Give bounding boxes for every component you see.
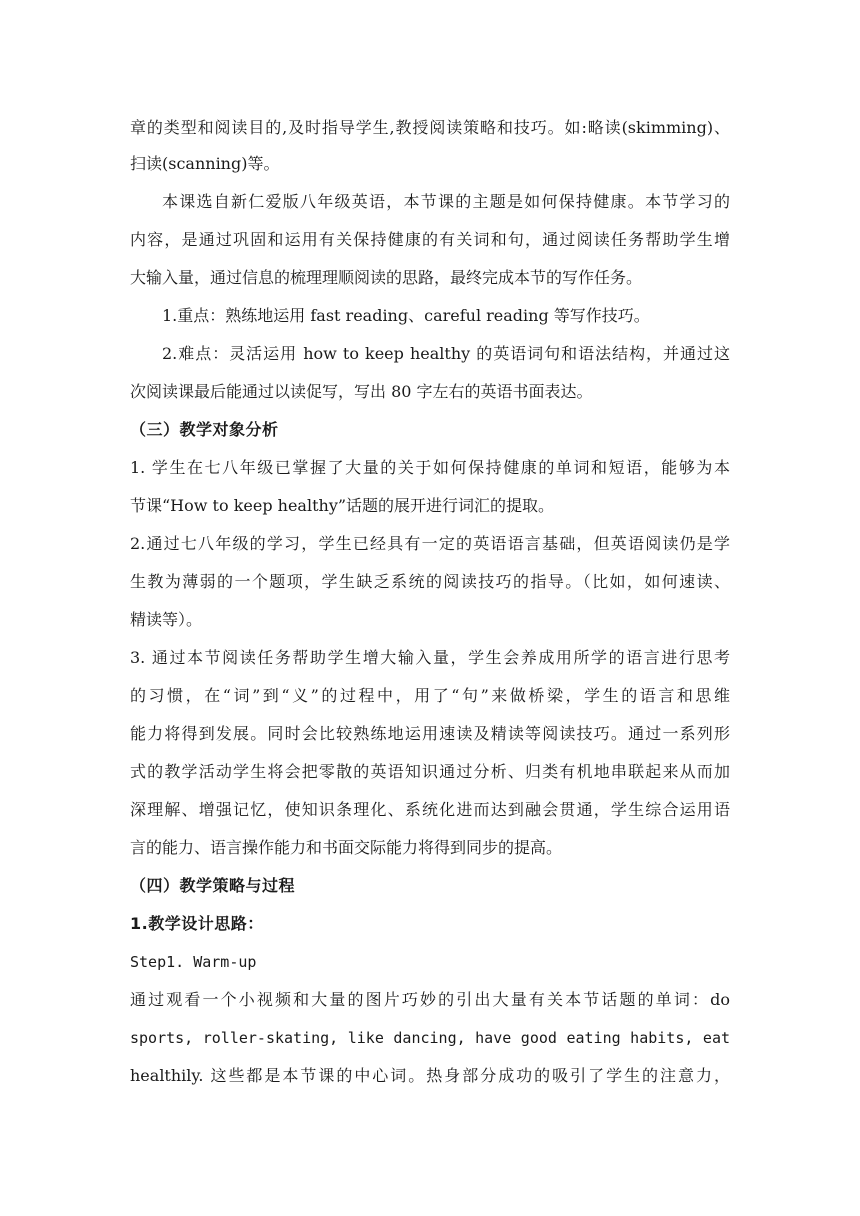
paragraph-line: 本课选自新仁爱版八年级英语，本节课的主题是如何保持健康。本节学习的 [162,192,730,211]
subsection-heading: 1.教学设计思路： [130,914,264,933]
paragraph-line: 式的教学活动学生将会把零散的英语知识通过分析、归类有机地串联起来从而加 [130,762,730,781]
paragraph-line: 的习惯，在“词”到“义”的过程中，用了“句”来做桥梁，学生的语言和思维 [130,686,730,705]
paragraph-line: 精读等）。 [130,610,203,629]
paragraph-line: 言的能力、语言操作能力和书面交际能力将得到同步的提高。 [130,838,563,857]
paragraph-line: healthily. 这些都是本节课的中心词。热身部分成功的吸引了学生的注意力， [130,1066,730,1085]
paragraph-line: 能力将得到发展。同时会比较熟练地运用速读及精读等阅读技巧。通过一系列形 [130,724,730,743]
paragraph-line: 通过观看一个小视频和大量的图片巧妙的引出大量有关本节话题的单词：do [130,990,730,1009]
paragraph-line: 节课“How to keep healthy”话题的展开进行词汇的提取。 [130,496,555,515]
paragraph-line: 次阅读课最后能通过以读促写，写出 80 字左右的英语书面表达。 [130,382,593,401]
paragraph-line: sports, roller-skating, like dancing, have good eating habits, eat [130,1029,730,1047]
paragraph-line: 2.通过七八年级的学习，学生已经具有一定的英语语言基础，但英语阅读仍是学 [130,534,730,553]
paragraph-line: 内容，是通过巩固和运用有关保持健康的有关词和句，通过阅读任务帮助学生增 [130,230,730,249]
key-point-line: 1.重点：熟练地运用 fast reading、careful reading 等写作技巧。 [162,306,650,325]
section-heading: （三）教学对象分析 [130,420,279,439]
step-label: Step1. Warm-up [130,953,257,971]
paragraph-line: 3. 通过本节阅读任务帮助学生增大输入量，学生会养成用所学的语言进行思考 [130,648,730,667]
paragraph-line: 深理解、增强记忆，使知识条理化、系统化进而达到融会贯通，学生综合运用语 [130,800,730,819]
difficult-point-line: 2.难点：灵活运用 how to keep healthy 的英语词句和语法结构，并通过这 [162,344,730,363]
paragraph-line: 1. 学生在七八年级已掌握了大量的关于如何保持健康的单词和短语，能够为本 [130,458,730,477]
paragraph-line: 大输入量，通过信息的梳理理顺阅读的思路，最终完成本节的写作任务。 [130,268,643,287]
section-heading: （四）教学策略与过程 [130,876,296,895]
paragraph-line: 扫读(scanning)等。 [130,154,280,173]
paragraph-line: 章的类型和阅读目的,及时指导学生,教授阅读策略和技巧。如:略读(skimming)、 [130,118,730,137]
paragraph-line: 生教为薄弱的一个题项，学生缺乏系统的阅读技巧的指导。（比如，如何速读、 [130,572,730,591]
